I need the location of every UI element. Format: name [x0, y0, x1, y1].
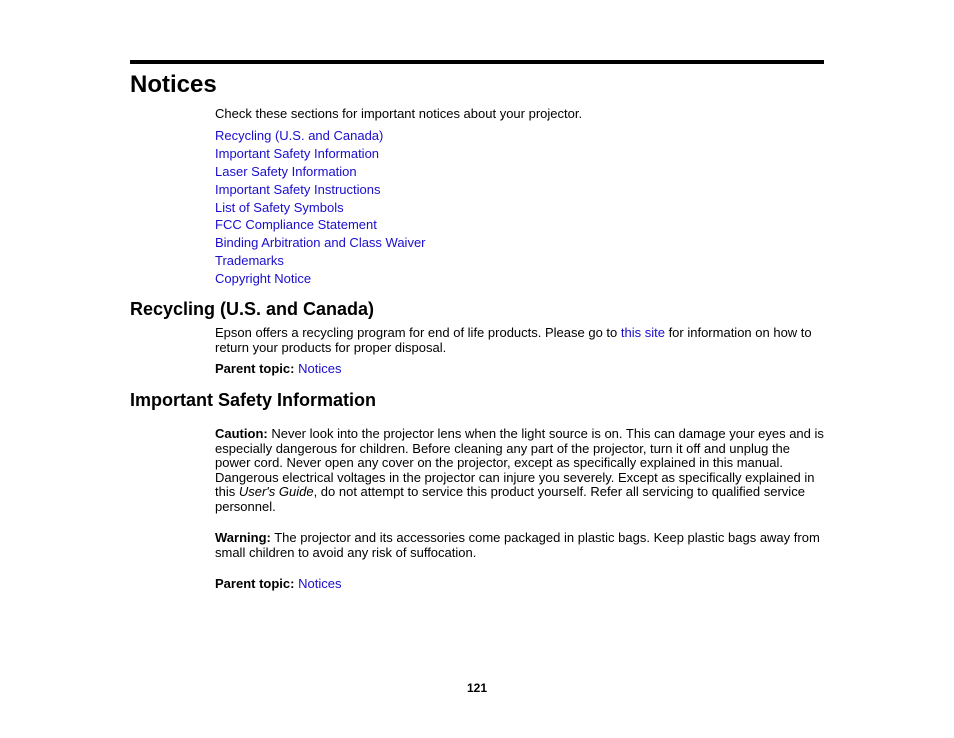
toc-item [215, 127, 426, 145]
users-guide-title: User's Guide [238, 484, 314, 499]
recycling-text-before: Epson offers a recycling program for end of life products. Please go to [215, 325, 621, 340]
toc-item [215, 163, 426, 181]
page-number: 121 [466, 681, 488, 695]
warning-label: Warning: [215, 530, 271, 545]
toc-item [215, 145, 426, 163]
caution-text-1: Never look into the projector lens when the light source is on. This can damage your eyes and is especially dangerous for children. Before cleaning any part of the projector, turn it off and unplug the power cord. Never open any cover on the projector, except as specifically explained in this manual. Dangerous electrical voltages in the projector can injure you severely. Except as specifically explained in this [215, 426, 824, 499]
warning-text: The projector and its accessories come packaged in plastic bags. Keep plastic bags away from small children to avoid any risk of suffocation. [215, 530, 820, 560]
toc-link-binding-arbitration[interactable]: Binding Arbitration and Class Waiver [215, 235, 426, 251]
toc-item [215, 270, 426, 288]
safety-heading: Important Safety Information [130, 390, 377, 410]
safety-parent-topic [215, 577, 825, 592]
toc-item [215, 199, 426, 217]
toc-list [215, 127, 426, 288]
toc-item [215, 216, 426, 234]
toc-link-important-safety-instructions[interactable]: Important Safety Instructions [215, 181, 381, 197]
caution-paragraph [215, 427, 825, 514]
caution-label: Caution: [215, 426, 268, 441]
parent-topic-notices-link[interactable]: Notices [298, 361, 342, 376]
intro-text: Check these sections for important notices about your projector. [215, 106, 583, 121]
parent-topic-label: Parent topic: [215, 361, 295, 376]
toc-link-trademarks[interactable]: Trademarks [215, 253, 284, 269]
toc-item [215, 181, 426, 199]
caution-text-2: , do not attempt to service this product yourself. Refer all servicing to qualified service personnel. [215, 484, 805, 514]
recycling-text [215, 326, 825, 355]
page-title: Notices [130, 71, 217, 98]
parent-topic-label: Parent topic: [215, 576, 295, 591]
recycling-heading: Recycling (U.S. and Canada) [130, 299, 375, 319]
toc-item [215, 234, 426, 252]
this-site-link[interactable]: this site [620, 325, 665, 340]
toc-link-fcc-compliance[interactable]: FCC Compliance Statement [215, 217, 377, 233]
toc-link-important-safety-information[interactable]: Important Safety Information [215, 145, 380, 161]
recycling-parent-topic [215, 362, 825, 377]
warning-paragraph [215, 531, 825, 560]
top-rule [130, 60, 824, 64]
toc-item [215, 252, 426, 270]
parent-topic-notices-link[interactable]: Notices [298, 576, 342, 591]
toc-link-laser-safety[interactable]: Laser Safety Information [215, 163, 357, 179]
recycling-text-after: for information on how to return your products for proper disposal. [215, 325, 812, 355]
toc-link-safety-symbols[interactable]: List of Safety Symbols [215, 199, 344, 215]
toc-link-copyright[interactable]: Copyright Notice [215, 271, 312, 287]
toc-link-recycling[interactable]: Recycling (U.S. and Canada) [215, 128, 384, 143]
